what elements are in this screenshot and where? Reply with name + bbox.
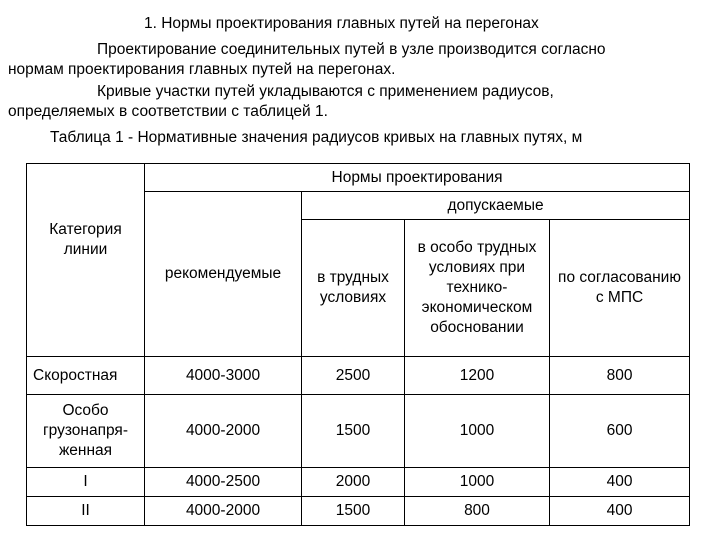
header-difficult: [302, 220, 405, 357]
header-especially-text: в особо трудных условиях при технико-экономическом обосновании: [417, 239, 537, 336]
row-recommended: 4000-3000: [145, 357, 302, 395]
header-allowed: допускаемые: [302, 192, 690, 220]
header-category-text: Категория линии: [49, 221, 122, 258]
row-category: Скоростная: [27, 357, 145, 395]
row-especially: 1000: [405, 395, 550, 468]
row-category: [27, 395, 145, 468]
row-recommended: 4000-2500: [145, 468, 302, 497]
header-norms: Нормы проектирования: [145, 164, 690, 192]
row-category-text: Особо грузонапря-женная: [43, 402, 128, 459]
row-difficult: 1500: [302, 497, 405, 526]
table-row: [27, 497, 690, 526]
header-agreement-text: по согласованию с МПС: [558, 269, 681, 306]
row-agreement: 400: [550, 468, 690, 497]
row-category: I: [27, 468, 145, 497]
paragraph1-line2: нормам проектирования главных путей на перегонах.: [8, 61, 396, 78]
table-row: [27, 357, 690, 395]
row-category: II: [27, 497, 145, 526]
table-row: [27, 395, 690, 468]
row-difficult: 2500: [302, 357, 405, 395]
table-caption: Таблица 1 - Нормативные значения радиусов кривых на главных путях, м: [50, 129, 583, 146]
row-especially: 1200: [405, 357, 550, 395]
paragraph2-line1: Кривые участки путей укладываются с применением радиусов,: [97, 83, 554, 100]
header-difficult-text: в трудных условиях: [317, 269, 389, 306]
row-agreement: 600: [550, 395, 690, 468]
section-heading: 1. Нормы проектирования главных путей на перегонах: [144, 15, 539, 32]
header-recommended: рекомендуемые: [145, 192, 302, 357]
row-recommended: 4000-2000: [145, 497, 302, 526]
row-difficult: 2000: [302, 468, 405, 497]
paragraph2-line2: определяемых в соответствии с таблицей 1.: [8, 103, 328, 120]
row-agreement: 800: [550, 357, 690, 395]
table-row: [27, 468, 690, 497]
header-agreement: [550, 220, 690, 357]
radius-norms-table: [26, 163, 690, 526]
table-header-row: [27, 164, 690, 192]
row-especially: 800: [405, 497, 550, 526]
row-agreement: 400: [550, 497, 690, 526]
paragraph1-line1: Проектирование соединительных путей в узле производится согласно: [97, 41, 606, 58]
row-recommended: 4000-2000: [145, 395, 302, 468]
row-difficult: 1500: [302, 395, 405, 468]
header-category: [27, 164, 145, 357]
header-especially-difficult: [405, 220, 550, 357]
row-especially: 1000: [405, 468, 550, 497]
